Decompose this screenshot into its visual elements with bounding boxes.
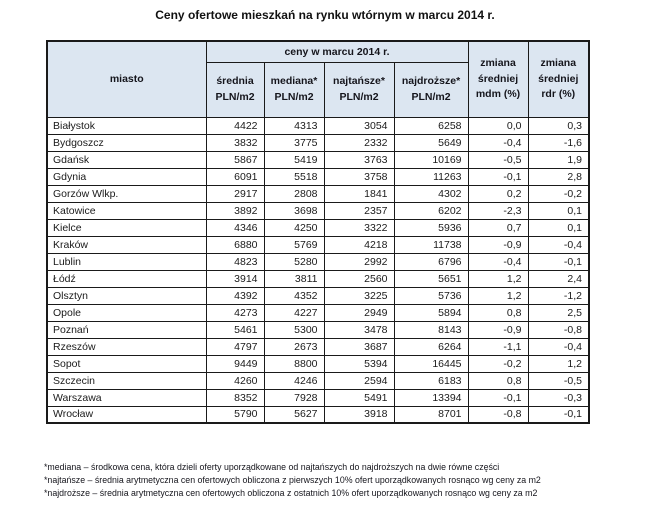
footnotes [44, 461, 624, 500]
average-price-cell: 4823 [206, 253, 264, 270]
average-price-cell: 3832 [206, 134, 264, 151]
table-row [47, 304, 589, 321]
col-header-median [264, 62, 324, 117]
cheapest-price-cell: 2594 [324, 372, 394, 389]
city-cell: Lublin [47, 253, 206, 270]
average-price-cell: 3892 [206, 202, 264, 219]
average-price-cell: 6880 [206, 236, 264, 253]
cheapest-price-cell: 3478 [324, 321, 394, 338]
change-rdr-cell: 0,1 [528, 202, 589, 219]
average-price-cell: 5790 [206, 406, 264, 423]
table-row [47, 389, 589, 406]
change-rdr-cell: -0,2 [528, 185, 589, 202]
most-expensive-price-cell: 5936 [394, 219, 468, 236]
city-cell: Gdynia [47, 168, 206, 185]
median-price-cell: 5280 [264, 253, 324, 270]
table-row [47, 355, 589, 372]
change-rdr-cell: -0,4 [528, 236, 589, 253]
cheapest-price-cell: 5394 [324, 355, 394, 372]
average-price-cell: 2917 [206, 185, 264, 202]
city-cell: Rzeszów [47, 338, 206, 355]
change-rdr-cell: -0,4 [528, 338, 589, 355]
change-mdm-cell: -1,1 [468, 338, 528, 355]
most-expensive-price-cell: 11738 [394, 236, 468, 253]
most-expensive-price-cell: 11263 [394, 168, 468, 185]
most-expensive-price-cell: 6258 [394, 117, 468, 134]
table-row [47, 202, 589, 219]
change-rdr-cell: 1,2 [528, 355, 589, 372]
table-row [47, 253, 589, 270]
city-cell: Łódź [47, 270, 206, 287]
header-row-group [47, 41, 589, 62]
median-price-cell: 5419 [264, 151, 324, 168]
city-cell: Szczecin [47, 372, 206, 389]
median-price-cell: 5627 [264, 406, 324, 423]
median-price-cell: 4352 [264, 287, 324, 304]
footnote-najdrozsze: *najdroższe – średnia arytmetyczna cen ofertowych obliczona z ostatnich 10% ofert uporządkowanych rosnąco wg ceny za m2 [44, 488, 538, 498]
average-price-cell: 4346 [206, 219, 264, 236]
city-cell: Gdańsk [47, 151, 206, 168]
table-row [47, 338, 589, 355]
change-rdr-cell: 0,3 [528, 117, 589, 134]
table-row [47, 270, 589, 287]
change-mdm-cell: -0,1 [468, 389, 528, 406]
table-row [47, 168, 589, 185]
change-rdr-cell: -0,8 [528, 321, 589, 338]
cheapest-price-cell: 2949 [324, 304, 394, 321]
most-expensive-price-cell: 5894 [394, 304, 468, 321]
average-price-cell: 6091 [206, 168, 264, 185]
average-price-cell: 4260 [206, 372, 264, 389]
city-cell: Białystok [47, 117, 206, 134]
median-price-cell: 4313 [264, 117, 324, 134]
change-mdm-cell: -2,3 [468, 202, 528, 219]
col-header-city: miasto [47, 41, 206, 117]
city-cell: Katowice [47, 202, 206, 219]
cheapest-price-cell: 3763 [324, 151, 394, 168]
median-price-cell: 8800 [264, 355, 324, 372]
median-price-cell: 4250 [264, 219, 324, 236]
city-cell: Opole [47, 304, 206, 321]
price-table [46, 40, 590, 424]
header-line: najtańsze* [333, 75, 385, 88]
col-header-average [206, 62, 264, 117]
table-body [47, 117, 589, 423]
median-price-cell: 4227 [264, 304, 324, 321]
most-expensive-price-cell: 6202 [394, 202, 468, 219]
table-row [47, 287, 589, 304]
change-rdr-cell: -1,6 [528, 134, 589, 151]
median-price-cell: 5300 [264, 321, 324, 338]
most-expensive-price-cell: 5649 [394, 134, 468, 151]
table-row [47, 219, 589, 236]
cheapest-price-cell: 4218 [324, 236, 394, 253]
most-expensive-price-cell: 5736 [394, 287, 468, 304]
change-rdr-cell: 2,5 [528, 304, 589, 321]
most-expensive-price-cell: 4302 [394, 185, 468, 202]
median-price-cell: 3811 [264, 270, 324, 287]
average-price-cell: 9449 [206, 355, 264, 372]
footnote-mediana: *mediana – środkowa cena, która dzieli oferty uporządkowane od najtańszych do najdroższych na dwie równe części [44, 462, 500, 472]
col-header-change-mdm: zmiana średniej mdm (%) [468, 41, 528, 117]
table-row [47, 185, 589, 202]
city-cell: Wrocław [47, 406, 206, 423]
change-rdr-cell: -0,1 [528, 406, 589, 423]
table-header [47, 41, 589, 117]
change-mdm-cell: -0,1 [468, 168, 528, 185]
most-expensive-price-cell: 13394 [394, 389, 468, 406]
median-price-cell: 3775 [264, 134, 324, 151]
change-mdm-cell: 0,8 [468, 372, 528, 389]
average-price-cell: 4392 [206, 287, 264, 304]
change-mdm-cell: 0,0 [468, 117, 528, 134]
median-price-cell: 2808 [264, 185, 324, 202]
median-price-cell: 5769 [264, 236, 324, 253]
city-cell: Kraków [47, 236, 206, 253]
cheapest-price-cell: 3054 [324, 117, 394, 134]
change-mdm-cell: -0,9 [468, 321, 528, 338]
header-line: średnia [216, 75, 254, 88]
city-cell: Kielce [47, 219, 206, 236]
change-rdr-cell: 1,9 [528, 151, 589, 168]
header-line: najdroższe* [401, 75, 461, 88]
change-mdm-cell: -0,4 [468, 253, 528, 270]
median-price-cell: 7928 [264, 389, 324, 406]
most-expensive-price-cell: 16445 [394, 355, 468, 372]
table-row [47, 372, 589, 389]
change-mdm-cell: 0,8 [468, 304, 528, 321]
change-rdr-cell: -1,2 [528, 287, 589, 304]
most-expensive-price-cell: 8701 [394, 406, 468, 423]
city-cell: Olsztyn [47, 287, 206, 304]
cheapest-price-cell: 2332 [324, 134, 394, 151]
change-mdm-cell: 1,2 [468, 287, 528, 304]
change-mdm-cell: -0,9 [468, 236, 528, 253]
median-price-cell: 5518 [264, 168, 324, 185]
city-cell: Warszawa [47, 389, 206, 406]
change-rdr-cell: -0,5 [528, 372, 589, 389]
cheapest-price-cell: 3687 [324, 338, 394, 355]
header-line: PLN/m2 [411, 90, 451, 103]
average-price-cell: 5867 [206, 151, 264, 168]
table-row [47, 117, 589, 134]
average-price-cell: 5461 [206, 321, 264, 338]
median-price-cell: 4246 [264, 372, 324, 389]
footnote-najtansze: *najtańsze – średnia arytmetyczna cen ofertowych obliczona z pierwszych 10% ofert uporządkowanych rosnąco wg ceny za m2 [44, 475, 541, 485]
col-header-price-group: ceny w marcu 2014 r. [206, 41, 468, 62]
table-row [47, 406, 589, 423]
average-price-cell: 4797 [206, 338, 264, 355]
city-cell: Poznań [47, 321, 206, 338]
cheapest-price-cell: 2992 [324, 253, 394, 270]
table-row [47, 151, 589, 168]
cheapest-price-cell: 5491 [324, 389, 394, 406]
cheapest-price-cell: 1841 [324, 185, 394, 202]
col-header-most-expensive [394, 62, 468, 117]
col-header-change-rdr: zmiana średniej rdr (%) [528, 41, 589, 117]
most-expensive-price-cell: 6264 [394, 338, 468, 355]
average-price-cell: 3914 [206, 270, 264, 287]
change-rdr-cell: 2,4 [528, 270, 589, 287]
change-mdm-cell: -0,8 [468, 406, 528, 423]
cheapest-price-cell: 3322 [324, 219, 394, 236]
average-price-cell: 8352 [206, 389, 264, 406]
most-expensive-price-cell: 10169 [394, 151, 468, 168]
change-mdm-cell: -0,5 [468, 151, 528, 168]
header-line: mediana* [270, 75, 318, 88]
header-line: PLN/m2 [339, 90, 379, 103]
change-rdr-cell: 0,1 [528, 219, 589, 236]
change-mdm-cell: 0,7 [468, 219, 528, 236]
cheapest-price-cell: 3758 [324, 168, 394, 185]
cheapest-price-cell: 3918 [324, 406, 394, 423]
change-mdm-cell: 1,2 [468, 270, 528, 287]
cheapest-price-cell: 2357 [324, 202, 394, 219]
city-cell: Sopot [47, 355, 206, 372]
change-mdm-cell: -0,2 [468, 355, 528, 372]
table-row [47, 134, 589, 151]
city-cell: Gorzów Wlkp. [47, 185, 206, 202]
most-expensive-price-cell: 6183 [394, 372, 468, 389]
table-row [47, 236, 589, 253]
median-price-cell: 3698 [264, 202, 324, 219]
change-mdm-cell: -0,4 [468, 134, 528, 151]
cheapest-price-cell: 3225 [324, 287, 394, 304]
cheapest-price-cell: 2560 [324, 270, 394, 287]
average-price-cell: 4273 [206, 304, 264, 321]
header-line: PLN/m2 [274, 90, 314, 103]
median-price-cell: 2673 [264, 338, 324, 355]
change-rdr-cell: -0,3 [528, 389, 589, 406]
change-rdr-cell: 2,8 [528, 168, 589, 185]
header-line: PLN/m2 [215, 90, 255, 103]
average-price-cell: 4422 [206, 117, 264, 134]
change-rdr-cell: -0,1 [528, 253, 589, 270]
col-header-cheapest [324, 62, 394, 117]
change-mdm-cell: 0,2 [468, 185, 528, 202]
most-expensive-price-cell: 6796 [394, 253, 468, 270]
most-expensive-price-cell: 8143 [394, 321, 468, 338]
table-row [47, 321, 589, 338]
report-title: Ceny ofertowe mieszkań na rynku wtórnym w marcu 2014 r. [155, 8, 495, 22]
most-expensive-price-cell: 5651 [394, 270, 468, 287]
city-cell: Bydgoszcz [47, 134, 206, 151]
